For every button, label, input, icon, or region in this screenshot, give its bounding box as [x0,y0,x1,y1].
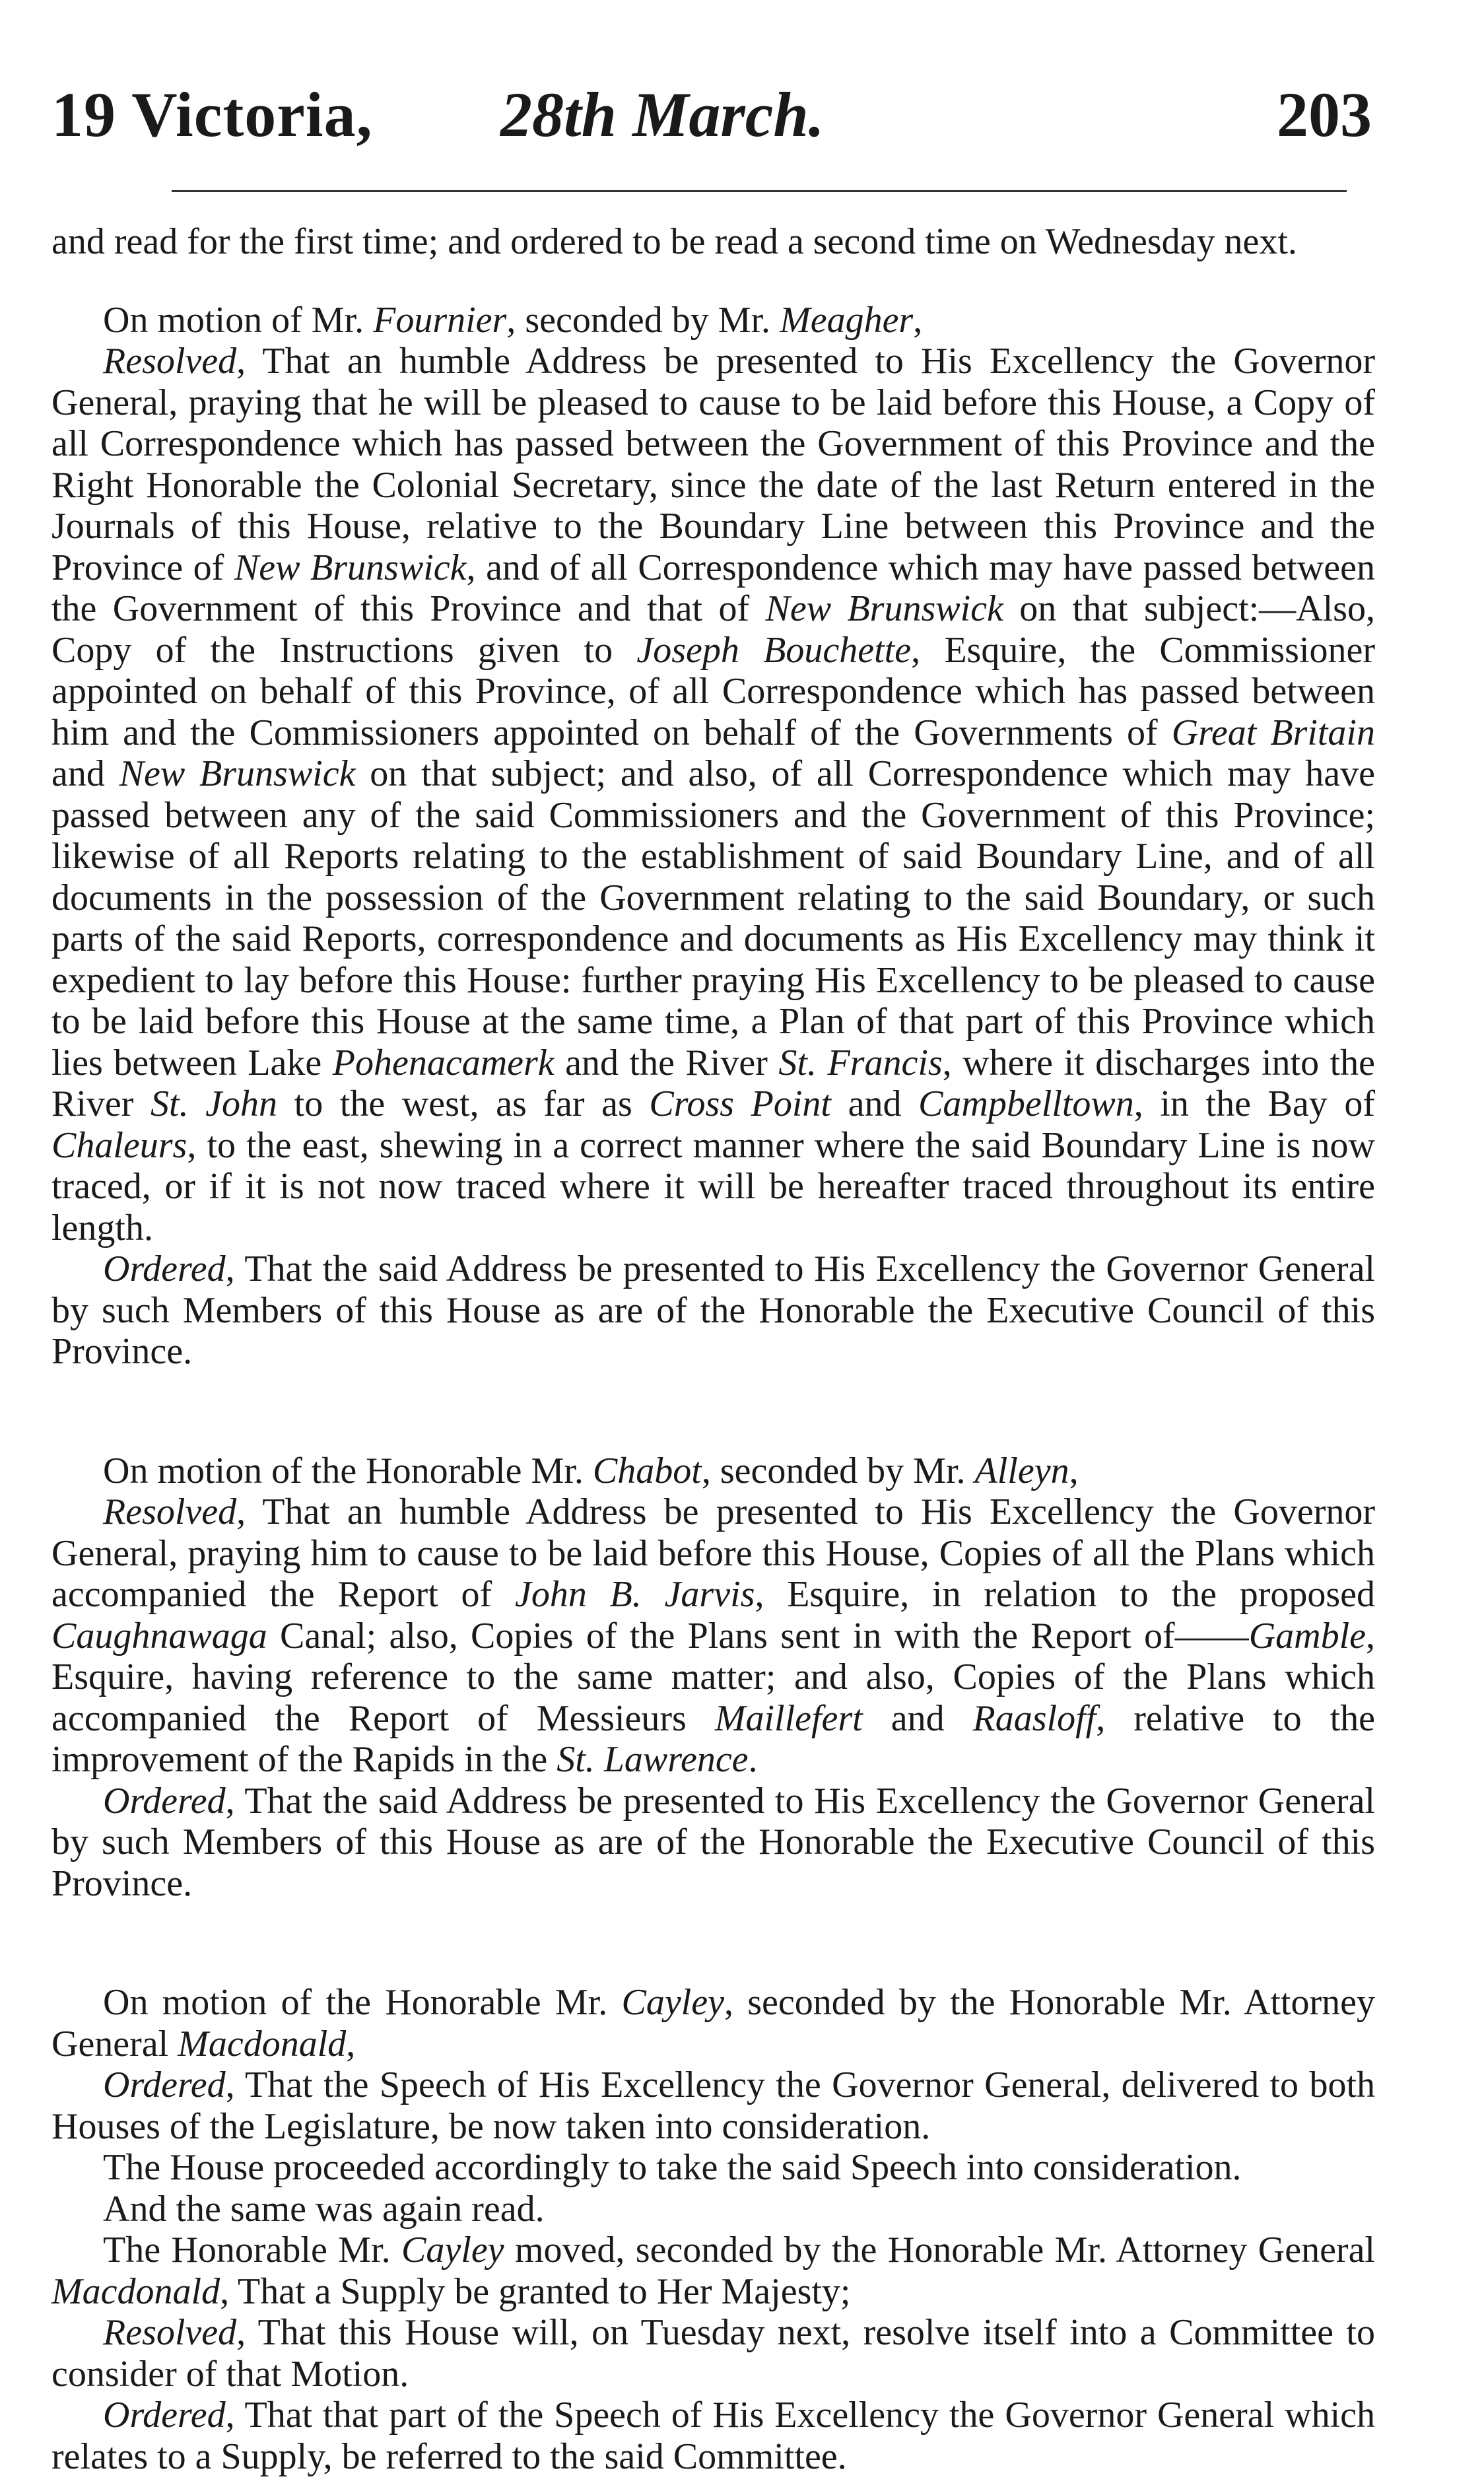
page-date: 28th March. [500,79,825,150]
text-run: The House proceeded accordingly to take the said Speech into consideration. [103,2147,1242,2188]
italic-name: New Brunswick [765,588,1003,629]
italic-name: Chaleurs [51,1124,187,1166]
text-run: , relative to the improvement of the Rapids in the [51,1697,1375,1780]
house-proceeded [51,2147,1375,2189]
regnal-year: 19 Victoria, [51,79,373,150]
motion-intro-fournier [51,300,1375,341]
text-run: , That that part of the Speech of His Excellency the Governor General which relates to a Supply, be referred to the said Committee. [51,2395,1375,2477]
text-run: On motion of Mr. [103,299,374,341]
page-header [51,78,1372,177]
speech-read-again [51,2189,1375,2230]
italic-name: Meagher [780,299,914,341]
italic-name: Maillefert [714,1697,863,1739]
italic-name: Campbelltown [918,1083,1134,1124]
text-run: , That an humble Address be presented to His Excellency the Governor General, praying that he will be pleased to cause to be laid before this House, a Copy of all Correspondence which has passed between the Government of this Province and the Right Honorable the Colonial Secretary, since the date of the last Return entered in the Journals of this House, relative to the Boundary Line between this Province and the Province of [51,341,1375,588]
text-run: The Honorable Mr. [103,2230,402,2270]
motion-intro-cayley [51,1982,1375,2064]
order-refer-committee [51,2395,1375,2477]
italic-name: Chabot [592,1450,702,1491]
italic-name: Macdonald [178,2023,347,2064]
italic-name: Ordered [103,2395,226,2436]
italic-name: Cross Point [649,1083,831,1124]
italic-name: Fournier [373,299,507,341]
text-run: and read for the first time; and ordered to be read a second time on Wednesday next. [51,221,1297,262]
italic-name: Resolved [103,341,237,382]
italic-name: Caughnawaga [51,1615,267,1656]
italic-name: St. Lawrence [556,1739,749,1780]
italic-name: Great Britain [1171,712,1375,753]
italic-name: John B. Jarvis [514,1574,755,1615]
text-run: , That the Speech of His Excellency the Governor General, delivered to both Houses of the Legislature, be now taken into consideration. [51,2064,1375,2147]
text-run: , Esquire, in relation to the proposed [755,1574,1375,1615]
header-rule [172,190,1347,192]
page-number: 203 [1277,79,1372,150]
text-run: on that subject:—Also, Copy of the Instructions given to [51,588,1375,671]
text-run: , where it discharges into the River [51,1042,1376,1124]
text-run: , That this House will, on Tuesday next, resolve itself into a Committee to consider of that Motion. [51,2312,1375,2395]
italic-name: St. John [151,1083,278,1124]
text-run: , in the Bay of [1133,1083,1376,1124]
italic-name: Ordered [103,1780,226,1822]
italic-name: Resolved [103,2312,237,2353]
italic-name: Pohenacamerk [332,1042,555,1083]
text-run: , Esquire, the Commissioner appointed on behalf of this Province, of all Correspondence which has passed between him and the Commissioners appointed on behalf of the Governments of [51,629,1376,753]
italic-name: Cayley [621,1982,724,2023]
italic-name: Cayley [401,2230,504,2270]
text-run: , Esquire, having reference to the same matter; and also, Copies of the Plans which accompanied the Report of Messieurs [51,1615,1375,1739]
italic-name: Resolved [103,1491,237,1532]
italic-name: St. Francis [778,1042,943,1083]
italic-name: New Brunswick [234,547,467,588]
italic-name: Alleyn [974,1450,1069,1491]
text-run: , That the said Address be presented to His Excellency the Governor General by such Members of this House as are of the Honorable the Executive Council of this Province. [51,1248,1375,1372]
italic-name: Raasloff [972,1697,1096,1739]
text-run: . [748,1739,758,1780]
page-body [51,221,1375,2477]
text-run: , [913,299,923,341]
text-run: , That a Supply be granted to Her Majesty; [220,2270,851,2312]
text-run: and [830,1083,919,1124]
resolution-canal-plans [51,1491,1375,1781]
text-run: and [862,1697,973,1739]
text-run: to the west, as far as [277,1083,650,1124]
italic-name: Ordered [103,2064,226,2105]
text-run: , That the said Address be presented to His Excellency the Governor General by such Members of this House as are of the Honorable the Executive Council of this Province. [51,1780,1375,1904]
text-run: , and of all Correspondence which may have passed between the Government of this Province and that of [51,547,1375,629]
italic-name: New Brunswick [119,753,356,794]
text-run: on that subject; and also, of all Correspondence which may have passed between any of the said Commissioners and the Government of this Province; likewise of all Reports relating to the establishment of said Boundary Line, and of all documents in the possession of the Government relating to the said Boundary, or such parts of the said Reports, correspondence and documents as His Excellency may think it expedient to lay before this House: further praying His Excellency to be pleased to cause to be laid before this House at the same time, a Plan of that part of this Province which lies between Lake [51,753,1375,1083]
resolution-committee [51,2312,1375,2395]
order-present-address-2 [51,1781,1375,1905]
text-run: , [1069,1450,1079,1491]
text-run: On motion of the Honorable Mr. [103,1450,593,1491]
text-run: , seconded by Mr. [506,299,780,341]
italic-name: Joseph Bouchette [636,629,912,671]
text-run: moved, seconded by the Honorable Mr. Attorney General [504,2230,1375,2270]
text-run: On motion of the Honorable Mr. [103,1982,622,2023]
text-run: , [346,2023,356,2064]
text-run: and [51,753,119,794]
text-run: , seconded by Mr. [701,1450,975,1491]
order-present-address-1 [51,1248,1375,1373]
text-run: , That an humble Address be presented to His Excellency the Governor General, praying him to cause to be laid before this House, Copies of all the Plans which accompanied the Report of [51,1491,1375,1615]
text-run: Canal; also, Copies of the Plans sent in with the Report of—— [267,1615,1249,1656]
italic-name: Macdonald [51,2270,220,2312]
resolution-boundary-address [51,341,1375,1248]
motion-intro-chabot [51,1450,1375,1492]
italic-name: Gamble [1248,1615,1366,1656]
text-run: and the River [554,1042,779,1083]
text-run: , seconded by the Honorable Mr. Attorney General [51,1982,1375,2064]
supply-motion [51,2230,1375,2312]
continuation-paragraph [51,221,1375,263]
text-run: , to the east, shewing in a correct manner where the said Boundary Line is now traced, or if it is not now traced where it will be hereafter traced throughout its entire length. [51,1124,1375,1248]
text-run: And the same was again read. [103,2188,545,2230]
order-speech-consideration [51,2064,1375,2147]
italic-name: Ordered [103,1248,226,1289]
